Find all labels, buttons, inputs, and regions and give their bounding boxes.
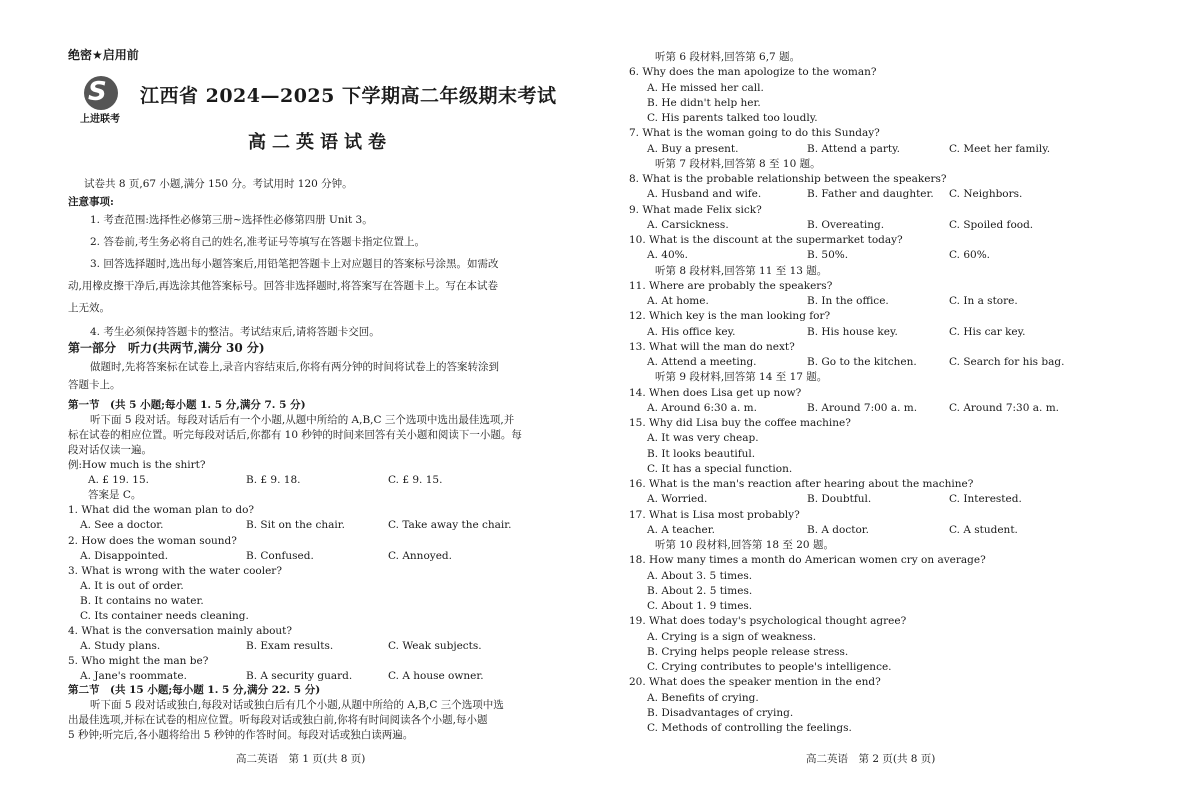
option: C. A house owner. [388, 670, 484, 683]
option: C. In a store. [949, 295, 1018, 307]
option: B. Sit on the chair. [246, 519, 345, 532]
page-2 [600, 0, 1200, 797]
exam-info: 试卷共 8 页,67 小题,满分 150 分。考试用时 120 分钟。 [84, 178, 353, 190]
option: C. Search for his bag. [949, 356, 1065, 368]
option: A. See a doctor. [80, 519, 164, 532]
section-instruction: 听第 7 段材料,回答第 8 至 10 题。 [655, 157, 821, 170]
option: B. It looks beautiful. [647, 447, 756, 460]
question: 3. What is wrong with the water cooler? [68, 564, 282, 577]
confidential-label: 绝密★启用前 [68, 48, 139, 62]
question: 12. Which key is the man looking for? [629, 310, 831, 323]
option: B. Father and daughter. [807, 188, 934, 201]
option: C. 60%. [949, 249, 991, 262]
instruction-line: 标在试卷的相应位置。听完每段对话后,你都有 10 秒钟的时间来回答有关小题和阅读下一小题。每 [68, 429, 522, 441]
option: A. It was very cheap. [647, 432, 759, 445]
option: A. Study plans. [80, 640, 161, 653]
option: A. He missed her call. [647, 81, 764, 94]
question: 19. What does today's psychological thought agree? [629, 615, 907, 628]
option: B. Around 7:00 a. m. [807, 401, 918, 414]
option: A. Around 6:30 a. m. [647, 401, 757, 414]
page-footer: 高二英语 第 1 页(共 8 页) [236, 753, 366, 765]
option: B. It contains no water. [80, 594, 204, 607]
instruction-line: 听下面 5 段对话。每段对话后有一个小题,从题中所给的 A,B,C 三个选项中选出最佳选项,并 [90, 414, 515, 426]
instruction-line: 5 秒钟;听完后,各小题将给出 5 秒钟的作答时间。每段对话或独白读两遍。 [68, 729, 414, 741]
option: C. A student. [949, 523, 1018, 536]
question: 18. How many times a month do American women cry on average? [629, 554, 986, 567]
subject-title: 高二英语试卷 [248, 132, 392, 153]
option: B. He didn't help her. [647, 96, 761, 109]
option: A. Benefits of crying. [647, 691, 759, 704]
logo-text: 上进联考 [80, 114, 120, 125]
question: 17. What is Lisa most probably? [629, 508, 800, 521]
option: B. Overeating. [807, 218, 885, 231]
option: B. In the office. [807, 295, 889, 307]
option: C. Weak subjects. [388, 640, 482, 653]
question: 7. What is the woman going to do this Sunday? [629, 127, 880, 140]
option: A. At home. [647, 295, 709, 307]
option: A. A teacher. [647, 523, 715, 536]
example-answer: 答案是 C。 [88, 489, 142, 502]
question: 15. Why did Lisa buy the coffee machine? [629, 417, 851, 429]
option: C. His parents talked too loudly. [647, 112, 818, 124]
instruction-line: 做题时,先将答案标在试卷上,录音内容结束后,你将有两分钟的时间将试卷上的答案转涂到 [90, 361, 500, 373]
question: 11. Where are probably the speakers? [629, 279, 833, 292]
option: B. Go to the kitchen. [807, 356, 917, 368]
note-line: 上无效。 [68, 302, 110, 314]
option: B. Confused. [246, 549, 314, 562]
option: A. Attend a meeting. [647, 356, 757, 368]
section-title: 第二节 (共 15 小题;每小题 1. 5 分,满分 22. 5 分) [68, 684, 321, 696]
note-line: 3. 回答选择题时,选出每小题答案后,用铅笔把答题卡上对应题目的答案标号涂黑。如需改 [90, 258, 499, 270]
page-footer: 高二英语 第 2 页(共 8 页) [806, 753, 936, 765]
option: C. Around 7:30 a. m. [949, 401, 1059, 414]
option: C. Meet her family. [949, 142, 1051, 155]
section-instruction: 听第 10 段材料,回答第 18 至 20 题。 [655, 539, 834, 551]
instruction-line: 听下面 5 段对话或独白,每段对话或独白后有几个小题,从题中所给的 A,B,C 三个选项中选 [90, 699, 504, 711]
option: B. About 2. 5 times. [647, 584, 753, 597]
option: A. Disappointed. [80, 549, 169, 562]
section-instruction: 听第 6 段材料,回答第 6,7 题。 [655, 51, 801, 63]
question: 4. What is the conversation mainly about? [68, 625, 293, 638]
option: C. Interested. [949, 493, 1022, 506]
question: 16. What is the man's reaction after hearing about the machine? [629, 478, 974, 490]
question: 8. What is the probable relationship between the speakers? [629, 173, 947, 185]
option: B. His house key. [807, 325, 898, 338]
option: A. His office key. [647, 325, 736, 338]
option: C. Spoiled food. [949, 218, 1034, 231]
option: B. Crying helps people release stress. [647, 645, 849, 658]
example-option: B. £ 9. 18. [246, 474, 301, 487]
option: C. It has a special function. [647, 462, 793, 475]
note-line: 动,用橡皮擦干净后,再选涂其他答案标号。回答非选择题时,将答案写在答题卡上。写在本试卷 [68, 280, 499, 292]
question: 14. When does Lisa get up now? [629, 386, 802, 399]
option: B. Exam results. [246, 640, 334, 653]
example-option: A. £ 19. 15. [88, 474, 150, 487]
question: 13. What will the man do next? [629, 340, 795, 353]
section-title: 第一节 (共 5 小题;每小题 1. 5 分,满分 7. 5 分) [68, 399, 306, 411]
option: B. 50%. [807, 249, 849, 262]
option: B. Attend a party. [807, 142, 900, 155]
option: B. Doubtful. [807, 493, 872, 506]
note-line: 2. 答卷前,考生务必将自己的姓名,准考证号等填写在答题卡指定位置上。 [90, 236, 426, 248]
option: C. Neighbors. [949, 188, 1023, 201]
instruction-line: 答题卡上。 [68, 379, 121, 391]
question: 1. What did the woman plan to do? [68, 504, 255, 517]
option: C. Its container needs cleaning. [80, 610, 249, 622]
note-line: 1. 考查范围:选择性必修第三册~选择性必修第四册 Unit 3。 [90, 214, 373, 226]
option: A. Carsickness. [647, 218, 729, 231]
exam-title: 江西省 2024—2025 下学期高二年级期末考试 [140, 85, 557, 107]
logo: S 上进联考 [80, 77, 120, 125]
option: C. Crying contributes to people's intelligence. [647, 661, 892, 673]
question: 5. Who might the man be? [68, 655, 209, 668]
example-option: C. £ 9. 15. [388, 474, 443, 487]
instruction-line: 出最佳选项,并标在试卷的相应位置。听每段对话或独白前,你将有时间阅读各个小题,每小题 [68, 714, 488, 726]
instruction-line: 段对话仅读一遍。 [68, 444, 152, 456]
note-line: 4. 考生必须保持答题卡的整洁。考试结束后,请将答题卡交回。 [90, 326, 380, 338]
option: C. Methods of controlling the feelings. [647, 722, 852, 734]
option: A. Husband and wife. [647, 188, 762, 201]
question: 6. Why does the man apologize to the woman? [629, 66, 877, 79]
part-title: 第一部分 听力(共两节,满分 30 分) [68, 341, 265, 355]
question: 2. How does the woman sound? [68, 534, 237, 547]
option: B. A security guard. [246, 670, 353, 683]
section-instruction: 听第 8 段材料,回答第 11 至 13 题。 [655, 264, 828, 277]
question: 20. What does the speaker mention in the end? [629, 676, 881, 689]
option: A. 40%. [647, 249, 688, 262]
section-instruction: 听第 9 段材料,回答第 14 至 17 题。 [655, 371, 828, 384]
option: A. It is out of order. [80, 579, 184, 592]
option: C. Annoyed. [388, 549, 452, 562]
option: B. Disadvantages of crying. [647, 706, 794, 719]
option: C. Take away the chair. [388, 519, 512, 532]
option: A. Buy a present. [647, 142, 739, 155]
question: 9. What made Felix sick? [629, 203, 762, 216]
notes-heading: 注意事项: [68, 196, 114, 208]
option: A. Worried. [647, 493, 708, 506]
question: 10. What is the discount at the supermarket today? [629, 234, 903, 246]
option: B. A doctor. [807, 523, 869, 536]
option: C. About 1. 9 times. [647, 600, 753, 612]
option: C. His car key. [949, 325, 1026, 338]
option: A. Jane's roommate. [80, 670, 187, 683]
option: A. Crying is a sign of weakness. [647, 630, 817, 643]
example-question: 例:How much is the shirt? [68, 459, 206, 471]
option: A. About 3. 5 times. [647, 569, 753, 582]
